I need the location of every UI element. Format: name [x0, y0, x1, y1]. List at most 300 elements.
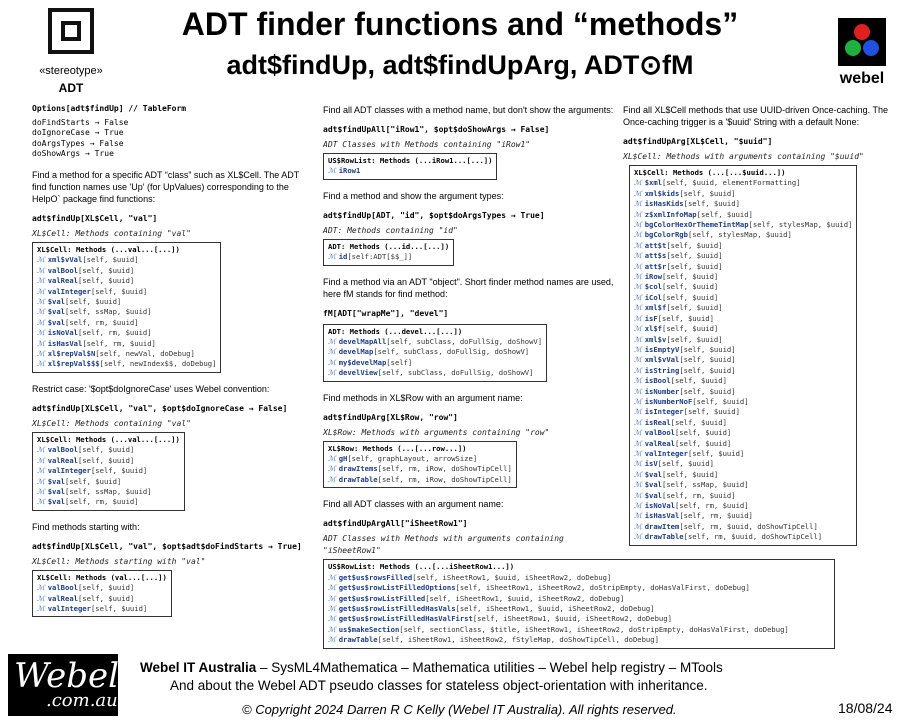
method-args: [self, stylesMap, $uuid]	[687, 230, 792, 240]
methods-box	[629, 165, 857, 546]
method-icon: ℳ	[37, 455, 45, 465]
methods-box-header: XL$Row: Methods (...[...row...])	[328, 443, 467, 453]
method-icon: ℳ	[634, 438, 642, 448]
methods-box	[323, 239, 454, 266]
method-row	[634, 220, 852, 230]
method-args: [self, $uuid]	[77, 276, 135, 286]
method-name: isHasVal	[644, 511, 680, 521]
column-3	[623, 104, 893, 546]
method-name: att$s	[644, 251, 667, 261]
method-icon: ℳ	[37, 338, 45, 348]
method-args: [self, $uuid]	[657, 459, 714, 469]
method-icon: ℳ	[328, 347, 336, 357]
method-name: $val	[644, 480, 662, 490]
method-args: [self]	[386, 357, 413, 367]
method-row	[634, 449, 852, 459]
method-name: gH	[338, 454, 348, 464]
method-args: [self, ssMap, $uuid]	[662, 480, 749, 490]
method-name: isReal	[644, 417, 671, 427]
method-name: isNumberNoF	[644, 396, 693, 406]
method-icon: ℳ	[37, 297, 45, 307]
method-row	[328, 337, 542, 347]
method-row	[634, 418, 852, 428]
method-icon: ℳ	[328, 624, 336, 634]
method-name: $val	[47, 476, 65, 486]
method-row	[634, 439, 852, 449]
method-row	[634, 314, 852, 324]
method-icon: ℳ	[37, 583, 45, 593]
method-row	[634, 511, 852, 521]
result-header: XL$Cell: Methods containing "val"	[32, 418, 191, 428]
method-row	[634, 459, 852, 469]
method-row	[634, 335, 852, 345]
method-args: [self, rm, iRow, doShowTipCell]	[377, 464, 512, 474]
method-name: isF	[644, 313, 658, 323]
method-icon: ℳ	[634, 334, 642, 344]
method-row	[634, 324, 852, 334]
method-name: get$us$rowListFilledHasValFirst	[338, 614, 473, 624]
method-icon: ℳ	[634, 209, 642, 219]
method-row	[634, 210, 852, 220]
method-args: [self, $uuid]	[679, 386, 736, 396]
method-row	[634, 251, 852, 261]
method-icon: ℳ	[37, 466, 45, 476]
method-args: [self, $uuid]	[77, 445, 135, 455]
method-row	[37, 349, 216, 359]
footer-line-2: And about the Webel ADT pseudo classes for stateless object-orientation with inheritance.	[170, 678, 708, 693]
method-row	[37, 456, 180, 466]
method-icon: ℳ	[37, 603, 45, 613]
method-args: [self, $uuid]	[679, 188, 736, 198]
method-icon: ℳ	[634, 272, 642, 282]
page-title: ADT finder functions and “methods”	[181, 6, 739, 42]
method-args: [self, newIndex$$, doDebug]	[99, 359, 217, 369]
methods-box-header: US$RowList: Methods (...iRow1...[...])	[328, 156, 493, 165]
method-icon: ℳ	[37, 317, 45, 327]
method-args: [self, $uuid]	[679, 344, 736, 354]
method-args: [self, $uuid]	[670, 376, 727, 386]
input-command: adt$findUp[ADT, "id", $opt$doArgsTypes → True]	[323, 210, 545, 220]
method-name: develMap	[338, 347, 374, 357]
method-row	[37, 266, 216, 276]
input-command: adt$findUp[XL$Cell, "val", $opt$adt$doFindStarts → True]	[32, 541, 302, 551]
method-args: [self, graphLayout, arrowSize]	[347, 454, 478, 464]
method-args: [self, rm, $uuid]	[65, 497, 139, 507]
method-name: att$t	[644, 240, 667, 250]
method-name: iRow	[644, 272, 662, 282]
paragraph: Find all ADT classes with an argument name:	[323, 499, 504, 510]
method-name: att$r	[644, 261, 667, 271]
result-header: XL$Row: Methods with arguments containing "row"	[323, 427, 550, 437]
footer-topics: – SysML4Mathematica – Mathematica utilities – Webel help registry – MTools	[256, 660, 723, 675]
method-name: $col	[644, 282, 662, 292]
method-row	[634, 387, 852, 397]
method-args: [self, $uuid]	[662, 324, 719, 334]
method-name: xml$kids	[644, 188, 680, 198]
method-name: xml$f	[644, 303, 667, 313]
method-name: valReal	[644, 438, 675, 448]
method-row	[37, 255, 216, 265]
method-row	[634, 241, 852, 251]
footer-line-1	[140, 660, 723, 675]
method-icon: ℳ	[634, 501, 642, 510]
method-row	[328, 368, 542, 378]
method-icon: ℳ	[634, 282, 642, 292]
result-header: XL$Cell: Methods containing "val"	[32, 229, 191, 239]
paragraph: Restrict case: '$opt$doIgnoreCase' uses Webel convention:	[32, 383, 270, 394]
method-name: valBool	[47, 583, 78, 593]
method-args: [self, $uuid]	[77, 583, 135, 593]
methods-box	[32, 570, 172, 618]
method-args: [self, $uuid, elementFormatting]	[662, 178, 801, 188]
result-header: ADT Classes with Methods with arguments containing "iSheetRow1"	[323, 534, 564, 556]
paragraph: Find a method for a specific ADT “class” such as XL$Cell. The ADT find function names use 'Up' (for UpValues) corresponding to the HelpO` package find functions:	[32, 170, 300, 205]
method-args: [self, iSheetRow1, iSheetRow2, doStripEmpty, doHasValFirst, doDebug]	[455, 583, 750, 593]
method-args: [self, $uuid]	[674, 438, 732, 448]
logo-word: Webel	[14, 656, 120, 696]
method-icon: ℳ	[634, 376, 642, 386]
method-args: [self, $uuid]	[77, 593, 135, 603]
method-icon: ℳ	[634, 448, 642, 458]
method-args: [self, $uuid]	[683, 407, 740, 417]
method-row	[37, 604, 167, 614]
method-icon: ℳ	[37, 497, 45, 507]
paragraph: Find methods starting with:	[32, 521, 140, 532]
method-icon: ℳ	[37, 593, 45, 603]
method-row	[37, 445, 180, 455]
method-name: isV	[644, 459, 658, 469]
input-command: adt$findUpArg[XL$Row, "row"]	[323, 412, 458, 422]
webel-logo	[834, 18, 890, 90]
input-command: fM[ADT["wrapMe"], "devel"]	[323, 308, 449, 318]
method-icon: ℳ	[634, 220, 642, 230]
method-args: [self, subClass, doFullSig, doShowV]	[386, 337, 543, 347]
method-name: develView	[338, 368, 378, 378]
method-icon: ℳ	[37, 486, 45, 496]
method-row	[634, 407, 852, 417]
method-row	[634, 428, 852, 438]
method-row	[634, 480, 852, 490]
method-icon: ℳ	[634, 240, 642, 250]
result-header: XL$Cell: Methods starting with "val"	[32, 556, 206, 566]
method-row	[37, 297, 216, 307]
method-args: [self, rm, $uuid]	[679, 511, 753, 521]
method-icon: ℳ	[328, 583, 336, 593]
method-name: xl$repVal$N	[47, 349, 96, 359]
method-row	[328, 358, 542, 368]
method-row	[328, 635, 830, 645]
method-args: [self, rm, $uuid, doShowTipCell]	[683, 532, 823, 542]
method-args: [self, $uuid]	[666, 261, 723, 271]
method-name: $val	[47, 297, 65, 307]
method-row	[37, 487, 180, 497]
logo-domain: .com.au	[46, 690, 118, 711]
method-row	[634, 293, 852, 303]
method-args: [self, sectionClass, $title, iSheetRow1, iSheetRow2, doStripEmpty, doHasValFirst, doDebug]	[399, 624, 789, 634]
webel-com-au-logo	[8, 654, 118, 716]
method-icon: ℳ	[328, 337, 336, 347]
method-row	[328, 475, 512, 485]
method-name: get$us$rowsFilled	[338, 572, 413, 582]
method-args: [self, $uuid]	[683, 199, 740, 209]
method-args: [self, $uuid]	[666, 303, 723, 313]
method-args: [self, rm, $uuid]	[65, 317, 139, 327]
method-row	[634, 303, 852, 313]
method-icon: ℳ	[37, 265, 45, 275]
option-item: doShowArgs → True	[32, 148, 114, 158]
method-name: isNumber	[644, 386, 680, 396]
method-args: [self, $uuid]	[666, 240, 723, 250]
method-row	[37, 318, 216, 328]
method-icon: ℳ	[37, 276, 45, 286]
method-name: xl$repVal$$$	[47, 359, 100, 369]
method-args: [self, rm, $uuid]	[82, 338, 156, 348]
method-name: get$us$rowListFilledOptions	[338, 583, 456, 593]
method-icon: ℳ	[634, 428, 642, 438]
method-args: [self, $uuid]	[666, 251, 723, 261]
method-icon: ℳ	[328, 614, 336, 624]
method-name: z$xmlInfoMap	[644, 209, 697, 219]
method-icon: ℳ	[634, 365, 642, 375]
method-name: drawTable	[338, 474, 378, 484]
method-name: us$makeSection	[338, 624, 400, 634]
method-row	[37, 287, 216, 297]
method-args: [self, iSheetRow1, $uuid, iSheetRow2, doDebug]	[425, 593, 625, 603]
method-icon: ℳ	[634, 324, 642, 334]
method-icon: ℳ	[634, 396, 642, 406]
result-header: ADT Classes with Methods containing "iRow1"	[323, 140, 531, 149]
method-args: [self, $uuid]	[662, 272, 719, 282]
method-row	[328, 573, 830, 583]
method-name: drawItem	[644, 521, 680, 531]
method-name: isNoVal	[47, 328, 78, 338]
stereotype-icon	[48, 8, 94, 54]
method-icon: ℳ	[328, 368, 336, 378]
method-args: [self, $uuid]	[82, 255, 139, 265]
method-row	[328, 625, 830, 635]
method-name: valBool	[644, 428, 675, 438]
method-icon: ℳ	[328, 166, 336, 176]
method-row	[328, 594, 830, 604]
method-name: $val	[47, 307, 65, 317]
paragraph: Find methods in XL$Row with an argument name:	[323, 392, 523, 403]
method-icon: ℳ	[634, 407, 642, 417]
methods-box-header: XL$Cell: Methods (...val...[...])	[37, 245, 180, 255]
methods-box-header: ADT: Methods (...devel...[...])	[328, 326, 463, 336]
methods-box	[32, 242, 221, 373]
method-args: [self, $uuid]	[662, 469, 719, 479]
method-args: [self, iSheetRow1, iSheetRow2, fStyleMap, doShowTipCell, doDebug]	[377, 635, 659, 645]
input-command: adt$findUp[XL$Cell, "val", $opt$doIgnoreCase → False]	[32, 403, 288, 413]
method-icon: ℳ	[634, 178, 642, 188]
method-icon: ℳ	[37, 286, 45, 296]
method-row	[328, 347, 542, 357]
method-icon: ℳ	[634, 469, 642, 479]
method-name: valBool	[47, 265, 78, 275]
method-row	[328, 464, 512, 474]
method-args: [self, subClass, doFullSig, doShowV]	[377, 368, 534, 378]
method-name: iCol	[644, 292, 662, 302]
column-1	[32, 104, 302, 617]
page-subtitle: adt$findUp, adt$findUpArg, ADT⊙fM	[226, 50, 694, 80]
method-icon: ℳ	[634, 188, 642, 198]
methods-box-header: XL$Cell: Methods (...val...[...])	[37, 434, 180, 444]
method-row	[328, 614, 830, 624]
method-icon: ℳ	[328, 635, 336, 645]
input-command: adt$findUpArg[XL$Cell, "$uuid"]	[623, 137, 773, 146]
method-args: [self, $uuid]	[679, 355, 736, 365]
method-name: isHasKids	[644, 199, 684, 209]
rgb-circles-icon	[838, 18, 886, 66]
method-args: [self, rm, iRow, doShowTipCell]	[377, 474, 512, 484]
method-icon: ℳ	[634, 251, 642, 261]
method-args: [self, $uuid]	[90, 466, 148, 476]
method-name: isString	[644, 365, 680, 375]
paragraph: Find a method via an ADT "object". Short finder method names are used, here fM stands for find method:	[323, 276, 614, 299]
method-row	[634, 532, 852, 542]
method-name: valInteger	[644, 448, 688, 458]
method-icon: ℳ	[37, 476, 45, 486]
method-name: get$us$rowListFilled	[338, 593, 426, 603]
method-icon: ℳ	[328, 593, 336, 603]
footer-company: Webel IT Australia	[140, 660, 257, 675]
method-icon: ℳ	[634, 490, 642, 500]
method-icon: ℳ	[634, 199, 642, 209]
method-name: isEmptyV	[644, 344, 680, 354]
method-icon: ℳ	[328, 572, 336, 582]
input-command: adt$findUpArgAll["iSheetRow1"]	[323, 519, 468, 529]
method-name: xml$vVal	[47, 255, 83, 265]
methods-box	[323, 153, 497, 180]
methods-box	[32, 432, 185, 511]
methods-box-header: US$RowList: Methods (...[...iSheetRow1...])	[328, 562, 515, 572]
method-icon: ℳ	[37, 445, 45, 455]
method-row	[37, 594, 167, 604]
method-icon: ℳ	[634, 480, 642, 490]
method-row	[634, 501, 852, 511]
methods-box-header: XL$Cell: Methods (...[...$uuid...])	[634, 168, 786, 177]
method-args: [self, ssMap, $uuid]	[65, 486, 152, 496]
method-icon: ℳ	[634, 417, 642, 427]
methods-box-header: XL$Cell: Methods (val...[...])	[37, 572, 167, 582]
method-name: valReal	[47, 276, 78, 286]
method-args: [self, $uuid]	[90, 603, 148, 613]
method-row	[37, 583, 167, 593]
method-icon: ℳ	[634, 344, 642, 354]
method-icon: ℳ	[634, 303, 642, 313]
stereotype-label: «stereotype»	[39, 65, 103, 77]
method-row	[634, 522, 852, 532]
method-args: [self, $uuid]	[679, 365, 736, 375]
method-args: [self, $uuid]	[90, 286, 148, 296]
methods-box	[323, 441, 517, 489]
result-header: XL$Cell: Methods with arguments containing "$uuid"	[623, 152, 864, 161]
method-args: [self, stylesMap, $uuid]	[748, 220, 853, 230]
method-args: [self, iSheetRow1, $uuid, iSheetRow2, doDebug]	[455, 603, 655, 613]
method-icon: ℳ	[634, 292, 642, 302]
method-name: $xml	[644, 178, 662, 188]
method-row	[634, 262, 852, 272]
methods-box-header: ADT: Methods (...id...[...])	[328, 241, 450, 251]
method-name: iRow1	[338, 166, 361, 176]
method-args: [self, ssMap, $uuid]	[65, 307, 152, 317]
option-item: doFindStarts → False	[32, 118, 129, 128]
method-icon: ℳ	[634, 511, 642, 521]
method-row	[37, 276, 216, 286]
method-name: drawTable	[644, 532, 684, 542]
method-name: isNoVal	[644, 501, 675, 510]
method-args: [self, $uuid]	[77, 455, 135, 465]
adt-label: ADT	[58, 81, 84, 95]
method-args: [self, rm, $uuid, doShowTipCell]	[679, 521, 818, 531]
method-args: [self, rm, $uuid]	[674, 501, 749, 510]
method-args: [self, $uuid]	[696, 209, 753, 219]
option-item: doArgsTypes → False	[32, 138, 124, 148]
method-args: [self, $uuid]	[670, 417, 727, 427]
method-row	[634, 355, 852, 365]
method-row	[328, 454, 512, 464]
method-name: isBool	[644, 376, 671, 386]
method-row	[634, 376, 852, 386]
options-line: Options[adt$findUp] // TableForm	[32, 104, 187, 113]
method-row	[634, 491, 852, 501]
method-row	[37, 466, 180, 476]
method-name: xml$vVal	[644, 355, 680, 365]
method-args: [self, $uuid]	[692, 396, 749, 406]
method-icon: ℳ	[328, 454, 336, 464]
method-args: [self, $uuid]	[65, 476, 122, 486]
method-icon: ℳ	[37, 328, 45, 338]
method-row	[634, 366, 852, 376]
method-name: isInteger	[644, 407, 684, 417]
method-args: [self:ADT[$$_]]	[347, 252, 413, 262]
method-row	[634, 230, 852, 240]
method-name: drawItems	[338, 464, 378, 474]
method-icon: ℳ	[634, 386, 642, 396]
method-icon: ℳ	[37, 359, 45, 369]
method-name: drawTable	[338, 635, 378, 645]
method-name: valReal	[47, 593, 78, 603]
input-command: adt$findUp[XL$Cell, "val"]	[32, 214, 158, 224]
paragraph: Find a method and show the argument types:	[323, 190, 504, 201]
method-args: [self, rm, $uuid]	[77, 328, 152, 338]
method-icon: ℳ	[37, 307, 45, 317]
method-args: [self, subClass, doFullSig, doShowV]	[373, 347, 530, 357]
method-name: isHasVal	[47, 338, 83, 348]
method-name: valInteger	[47, 603, 91, 613]
method-name: valInteger	[47, 286, 91, 296]
method-name: $val	[644, 469, 662, 479]
method-row	[634, 272, 852, 282]
method-row	[328, 252, 449, 262]
method-name: valBool	[47, 445, 78, 455]
method-icon: ℳ	[634, 459, 642, 469]
method-row	[634, 470, 852, 480]
methods-box	[323, 559, 835, 648]
method-icon: ℳ	[328, 252, 336, 262]
method-icon: ℳ	[328, 603, 336, 613]
method-name: get$us$rowListFilledHasVals	[338, 603, 456, 613]
method-args: [self, $uuid]	[662, 282, 719, 292]
method-args: [self, rm, $uuid]	[662, 490, 736, 500]
method-row	[328, 583, 830, 593]
method-icon: ℳ	[37, 255, 45, 265]
method-row	[37, 497, 180, 507]
method-args: [self, $uuid]	[662, 292, 719, 302]
method-icon: ℳ	[37, 349, 45, 359]
method-name: develMapAll	[338, 337, 387, 347]
method-row	[328, 604, 830, 614]
